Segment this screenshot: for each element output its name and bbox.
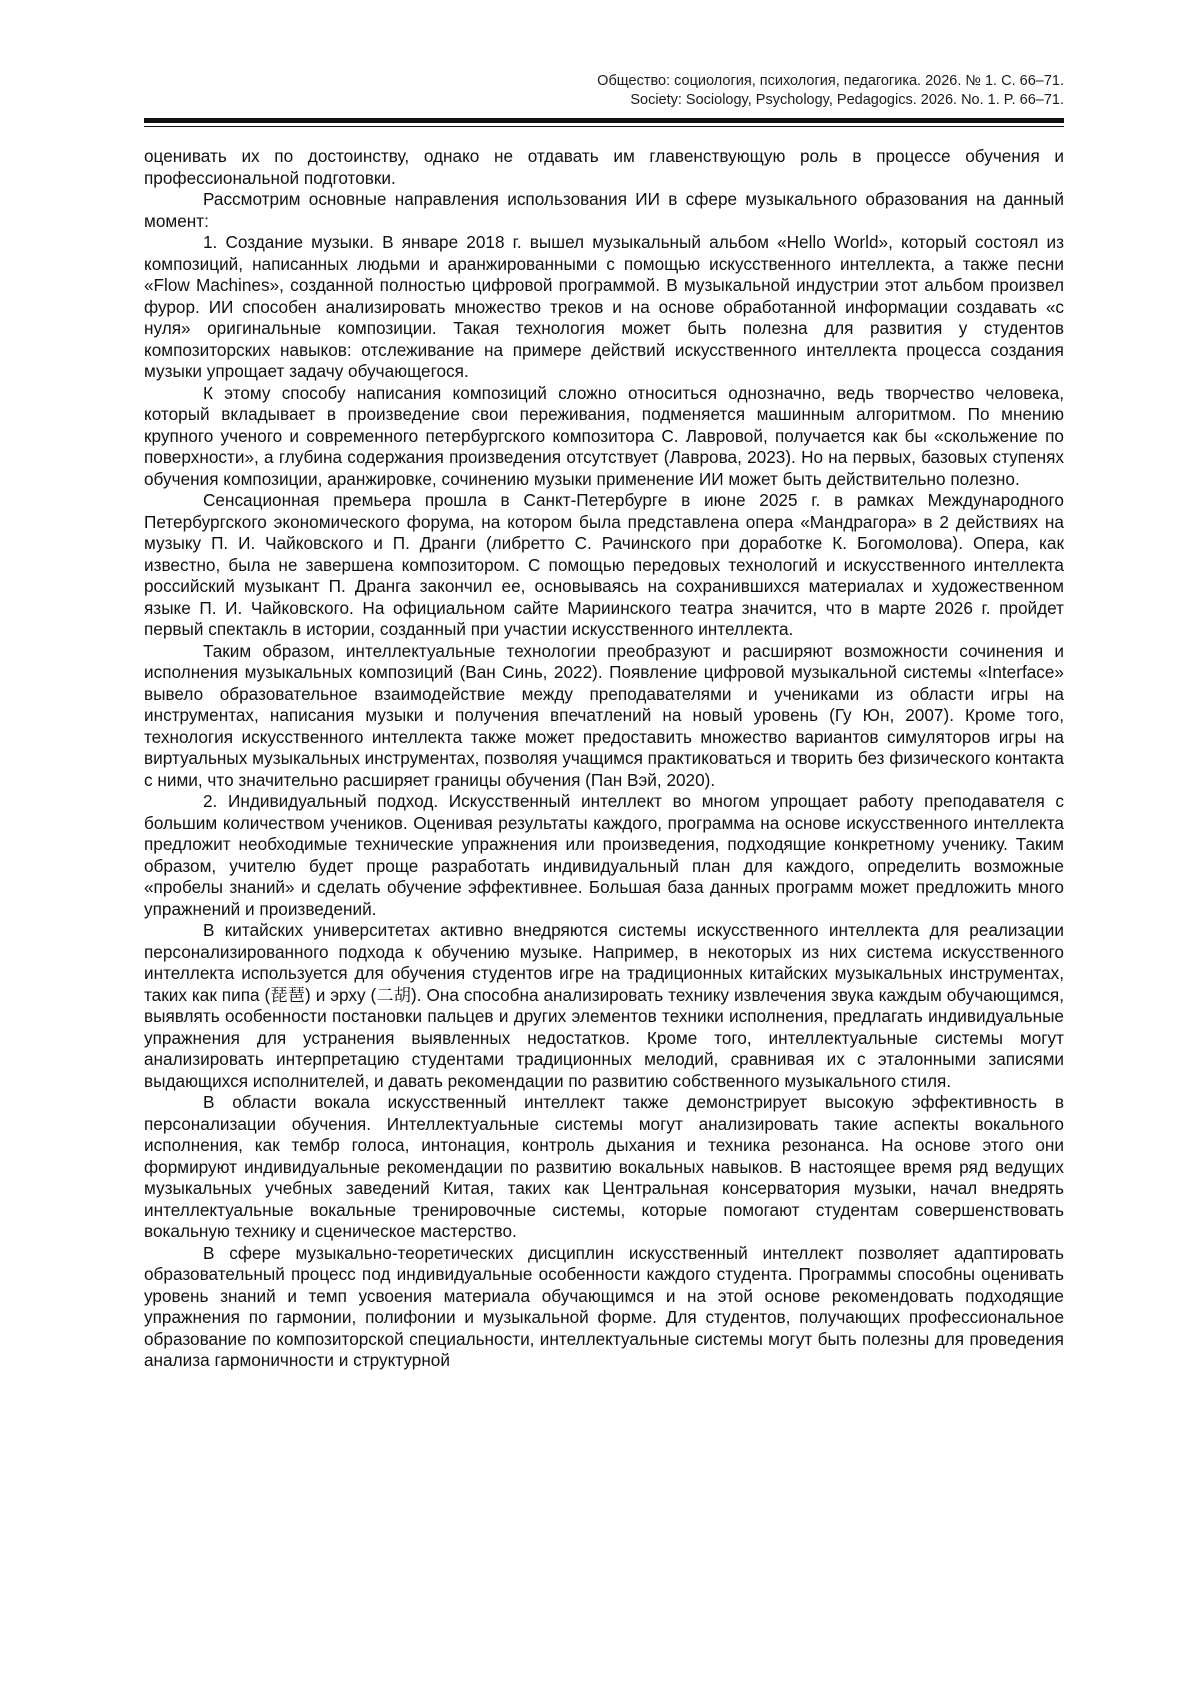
paragraph-directions-intro: Рассмотрим основные направления использования ИИ в сфере музыкального образования на данный момент: [144, 189, 1064, 231]
paragraph-mandragora-premiere: Сенсационная премьера прошла в Санкт-Петербурге в июне 2025 г. в рамках Международного Петербургского экономического форума, на котором была представлена опера «Мандрагора» в 2 действиях на музыку П. И. Чайковского и П. Дранги (либретто С. Рачинского при доработке К. Богомолова). Опера, как известно, была не завершена композитором. С помощью передовых технологий и искусственного интеллекта российский музыкант П. Дранга закончил ее, основываясь на сохранившихся материалах и художественном языке П. И. Чайковского. На официальном сайте Мариинского театра значится, что в марте 2026 г. пройдет первый спектакль в истории, созданный при участии искусственного интеллекта. [144, 490, 1064, 639]
running-header [144, 72, 1064, 110]
header-rule-thick [144, 118, 1064, 123]
header-citation-ru: Общество: социология, психология, педагогика. 2026. № 1. С. 66–71. [597, 73, 1064, 89]
article-body [144, 146, 1064, 1566]
paragraph-music-creation: 1. Создание музыки. В январе 2018 г. вышел музыкальный альбом «Hello World», который состоял из композиций, написанных людьми и аранжированными с помощью искусственного интеллекта, а также песни «Flow Machines», созданной полностью цифровой программой. В музыкальной индустрии этот альбом произвел фурор. ИИ способен анализировать множество треков и на основе обработанной информации создавать «с нуля» оригинальные композиции. Такая технология может быть полезна для развития у студентов композиторских навыков: отслеживание на примере действий искусственного интеллекта процесса создания музыки упрощает задачу обучающегося. [144, 232, 1064, 381]
header-citation-en: Society: Sociology, Psychology, Pedagogics. 2026. No. 1. P. 66–71. [630, 92, 1064, 108]
header-rule-thin [144, 126, 1064, 127]
paragraph-continuation: оценивать их по достоинству, однако не отдавать им главенствующую роль в процессе обучения и профессиональной подготовки. [144, 146, 1064, 188]
paragraph-composition-ambiguity: К этому способу написания композиций сложно относиться однозначно, ведь творчество человека, который вкладывает в произведение свои переживания, подменяется машинным алгоритмом. По мнению крупного ученого и современного петербургского композитора С. Лавровой, получается как бы «скольжение по поверхности», а глубина содержания произведения отсутствует (Лаврова, 2023). Но на первых, базовых ступенях обучения композиции, аранжировке, сочинению музыки применение ИИ может быть действительно полезно. [144, 382, 1064, 489]
paragraph-vocal-training: В области вокала искусственный интеллект также демонстрирует высокую эффективность в персонализации обучения. Интеллектуальные системы могут анализировать такие аспекты вокального исполнения, как тембр голоса, интонация, контроль дыхания и техника резонанса. На основе этого они формируют индивидуальные рекомендации по развитию вокальных навыков. В настоящее время ряд ведущих музыкальных учебных заведений Китая, таких как Центральная консерватория музыки, начал внедрять интеллектуальные вокальные тренировочные системы, которые помогают студентам совершенствовать вокальную технику и сценическое мастерство. [144, 1092, 1064, 1241]
paragraph-chinese-universities: В китайских университетах активно внедряются системы искусственного интеллекта для реализации персонализированного подхода к обучению музыке. Например, в некоторых из них система искусственного интеллекта используется для обучения студентов игре на традиционных китайских музыкальных инструментах, таких как пипа (琵琶) и эрху (二胡). Она способна анализировать технику извлечения звука каждым обучающимся, выявлять особенности постановки пальцев и других элементов техники исполнения, предлагать индивидуальные упражнения для устранения выявленных недостатков. Кроме того, интеллектуальные системы могут анализировать интерпретацию студентами традиционных мелодий, сравнивая их с эталонными записями выдающихся исполнителей, и давать рекомендации по развитию собственного музыкального стиля. [144, 920, 1064, 1091]
paragraph-music-theory: В сфере музыкально-теоретических дисциплин искусственный интеллект позволяет адаптировать образовательный процесс под индивидуальные особенности каждого студента. Программы способны оценивать уровень знаний и темп усвоения материала обучающимся и на этой основе рекомендовать подходящие упражнения по гармонии, полифонии и музыкальной форме. Для студентов, получающих профессиональное образование по композиторской специальности, интеллектуальные системы могут быть полезны для проведения анализа гармоничности и структурной [144, 1242, 1064, 1370]
paragraph-individual-approach: 2. Индивидуальный подход. Искусственный интеллект во многом упрощает работу преподавателя с большим количеством учеников. Оценивая результаты каждого, программа на основе искусственного интеллекта предложит необходимые технические упражнения или произведения, подходящие конкретному ученику. Таким образом, учителю будет проще разработать индивидуальный план для каждого, определить возможные «пробелы знаний» и сделать обучение эффективнее. Большая база данных программ может предложить много упражнений и произведений. [144, 791, 1064, 919]
paragraph-intelligent-technologies: Таким образом, интеллектуальные технологии преобразуют и расширяют возможности сочинения и исполнения музыкальных композиций (Ван Синь, 2022). Появление цифровой музыкальной системы «Interface» вывело образовательное взаимодействие между преподавателями и учениками из области игры на инструментах, написания музыки и получения впечатлений на новый уровень (Гу Юн, 2007). Кроме того, технология искусственного интеллекта также может предоставить множество вариантов симуляторов игры на виртуальных музыкальных инструментах, позволяя учащимся практиковаться и творить без физического контакта с ними, что значительно расширяет границы обучения (Пан Вэй, 2020). [144, 640, 1064, 790]
